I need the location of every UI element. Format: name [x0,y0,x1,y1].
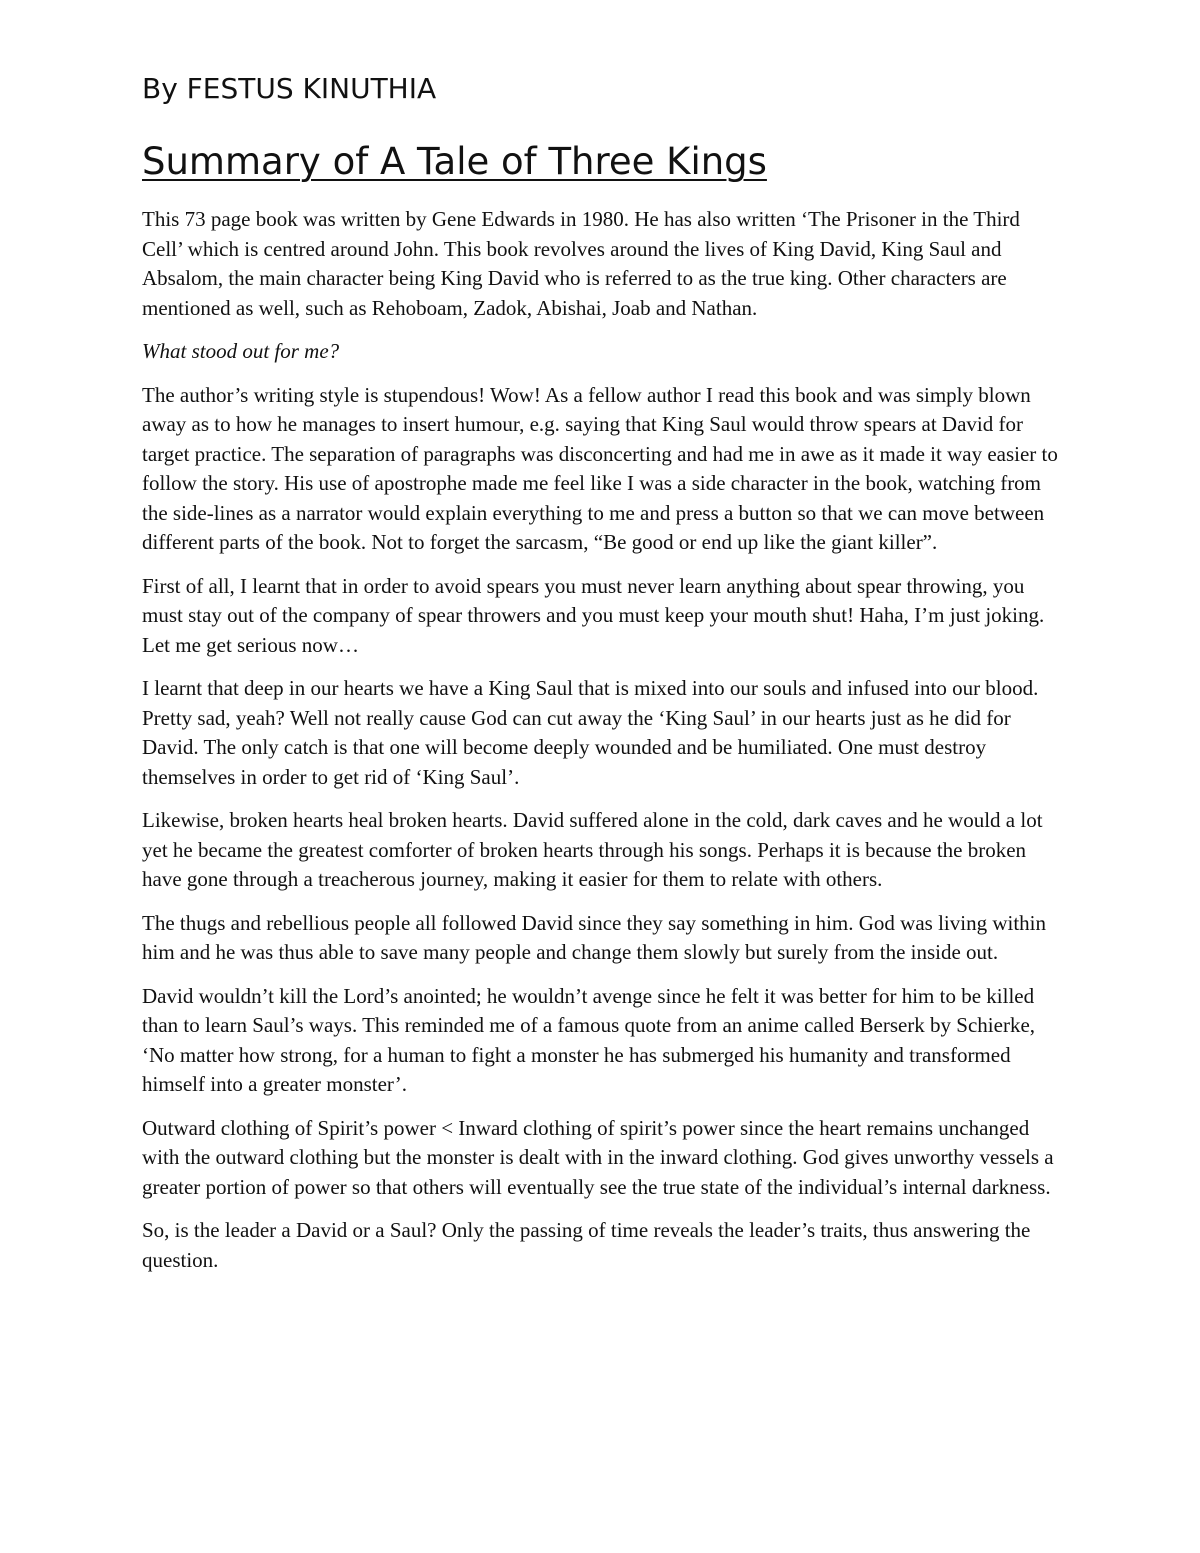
paragraph-conclusion: So, is the leader a David or a Saul? Only the passing of time reveals the leader’s traits, thus answering the question. [142,1218,1031,1272]
paragraph-writing-style: The author’s writing style is stupendous! Wow! As a fellow author I read this book and was simply blown away as to how he manages to insert humour, e.g. saying that King Saul would throw spears at David for target practice. The separation of paragraphs was disconcerting and had me in awe as it made it way easier to follow the story. His use of apostrophe made me feel like I was a side character in the book, watching from the side-lines as a narrator would explain everything to me and press a button so that we can move between different parts of the book. Not to forget the sarcasm, “Be good or end up like the giant killer”. [142,382,1058,554]
paragraph-intro: This 73 page book was written by Gene Edwards in 1980. He has also written ‘The Prisoner in the Third Cell’ which is centred around John. This book revolves around the lives of King David, King Saul and Absalom, the main character being King David who is referred to as the true king. Other characters are mentioned as well, such as Rehoboam, Zadok, Abishai, Joab and Nathan. [142,207,1020,320]
paragraph-spears: First of all, I learnt that in order to avoid spears you must never learn anything about spear throwing, you must stay out of the company of spear throwers and you must keep your mouth shut! Haha, I’m just joking. Let me get serious now… [142,573,1045,657]
paragraph-anointed: David wouldn’t kill the Lord’s anointed; he wouldn’t avenge since he felt it was better for him to be killed than to learn Saul’s ways. This reminded me of a famous quote from an anime called Berserk by Schierke, ‘No matter how strong, for a human to fight a monster he has submerged his humanity and transformed himself into a greater monster’. [142,983,1036,1096]
subheading: What stood out for me? [142,339,340,363]
paragraph-thugs: The thugs and rebellious people all followed David since they say something in him. God was living within him and he was thus able to save many people and change them slowly but surely from the inside out. [142,910,1047,964]
byline: By FESTUS KINUTHIA [142,72,437,105]
paragraph-broken-hearts: Likewise, broken hearts heal broken hearts. David suffered alone in the cold, dark caves and he would a lot yet he became the greatest comforter of broken hearts through his songs. Perhaps it is because the broken have gone through a treacherous journey, making it easier for them to relate with others. [142,808,1043,891]
paragraph-king-saul: I learnt that deep in our hearts we have a King Saul that is mixed into our souls and infused into our blood. Pretty sad, yeah? Well not really cause God can cut away the ‘King Saul’ in our hearts just as he did for David. The only catch is that one will become deeply wounded and be humiliated. One must destroy themselves in order to get rid of ‘King Saul’. [142,676,1039,789]
paragraph-outward-clothing: Outward clothing of Spirit’s power < Inward clothing of spirit’s power since the heart remains unchanged with the outward clothing but the monster is dealt with in the inward clothing. God gives unworthy vessels a greater portion of power so that others will eventually see the true state of the individual’s internal darkness. [142,1115,1054,1199]
document-body [142,205,1062,1289]
document-title: Summary of A Tale of Three Kings [142,140,767,183]
